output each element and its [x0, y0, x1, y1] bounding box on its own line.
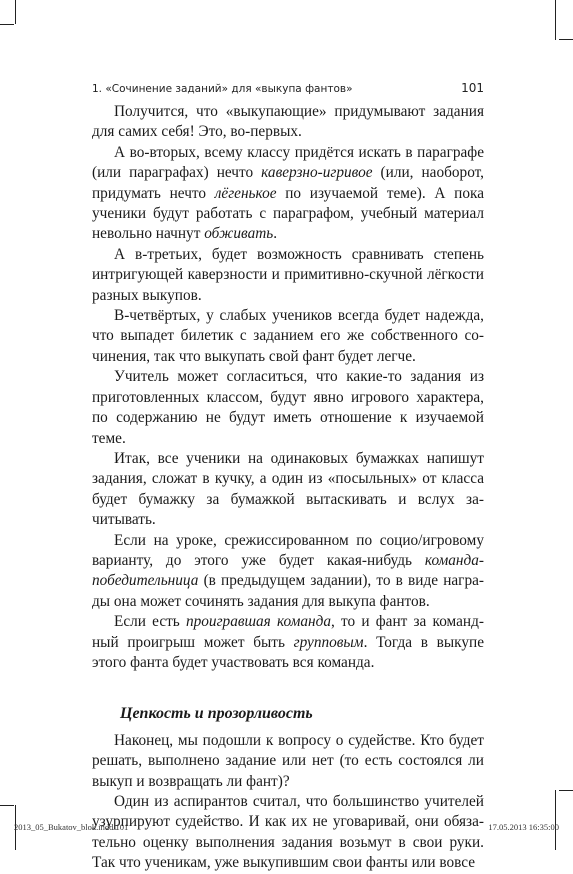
- section-heading: Цепкость и прозорливость: [120, 705, 313, 723]
- paragraph: [92, 306, 484, 367]
- running-title: 1. «Сочинение заданий» для «выкупа фантов»: [92, 83, 353, 95]
- crop-mark: [559, 39, 573, 40]
- print-timestamp: 17.05.2013 16:35:00: [488, 822, 559, 832]
- crop-mark: [555, 0, 556, 40]
- text-run: Один из аспирантов считал, что большинство учителей узурпируют судейство. И как их не уговаривай, они обязательно оценку выполнения задания возьмут в свои руки. Так что ученикам, уже выкупившим свои фанты или вовсе: [92, 793, 484, 872]
- text-run: (в предыдущем задании), то в виде награды она может сочинять задания для выкупа фантов.: [92, 572, 484, 610]
- text-run: А во-вторых, всему классу придётся искать в параграфе (или параграфах) нечто: [92, 143, 484, 182]
- paragraph: [92, 449, 484, 531]
- page-number: 101: [461, 81, 484, 95]
- paragraph: [92, 731, 484, 792]
- crop-mark: [0, 805, 14, 806]
- paragraph-group-top: [92, 102, 484, 673]
- text-run: Итак, все ученики на одинаковых бумажках напишут задания, сложат в кучку, а один из «посыльных» от класса будет бумажку за бумажкой вытаскивать и вслух зачитывать.: [92, 449, 484, 529]
- emphasis-text: обживать: [204, 225, 274, 243]
- emphasis-text: каверзно-игривое: [261, 164, 373, 182]
- text-run: Наконец, мы подошли к вопросу о судействе. Кто будет решать, выполнено задание или нет (то есть состоялся ли выкуп и возвращать ли фант)?: [92, 731, 484, 790]
- emphasis-text: групповым: [293, 633, 364, 651]
- file-label: 2013_05_Bukatov_blok.indd 101: [14, 822, 129, 832]
- crop-mark: [555, 790, 556, 850]
- text-run: Если есть: [114, 613, 186, 631]
- body-text: [92, 102, 484, 874]
- text-run: . Тогда в выкупе этого фанта будет участвовать вся команда.: [92, 633, 484, 671]
- text-run: А в-третьих, будет возможность сравнивать степень интригующей каверзности и примитивно-скучной лёгкости разных выкупов.: [92, 245, 484, 304]
- paragraph: [92, 792, 484, 874]
- text-run: .: [273, 225, 278, 243]
- text-run: (или, наоборот, придумать нечто: [92, 164, 484, 202]
- crop-mark: [559, 790, 573, 791]
- text-run: Получится, что «выкупающие» придумывают задания для самих себя! Это, во-первых.: [92, 103, 484, 141]
- print-footer: [14, 822, 559, 832]
- emphasis-text: команда-победительница: [92, 551, 484, 590]
- text-run: по изучаемой теме). А пока ученики будут работать с параграфом, учебный материал невольно начнут: [92, 184, 484, 243]
- text-run: Учитель может согласиться, что какие-то задания из приготовленных классом, будут явно игрового характера, по содержанию не будут иметь отношение к изучаемой теме.: [92, 368, 484, 447]
- emphasis-text: лёгенькое: [214, 184, 277, 202]
- paragraph: [92, 102, 484, 143]
- text-run: В-четвёртых, у слабых учеников всегда будет надежда, что выпадет билетик с заданием его же собственного сочинения, так что выкупать свой фант будет легче.: [92, 307, 484, 365]
- paragraph: [92, 245, 484, 306]
- crop-mark: [15, 0, 16, 24]
- paragraph: [92, 612, 484, 673]
- crop-mark: [0, 24, 14, 25]
- emphasis-text: проигравшая команда: [185, 613, 332, 631]
- text-run: , то и фант за командный проигрыш может быть: [92, 613, 485, 651]
- running-header: [92, 81, 484, 95]
- paragraph: [92, 367, 484, 449]
- paragraph: [92, 531, 484, 613]
- paragraph-group-bottom: [92, 731, 484, 874]
- text-run: Если на уроке, срежиссированном по социо/игровому варианту, до этого уже будет какая-нибудь: [92, 531, 484, 569]
- paragraph: [92, 143, 484, 245]
